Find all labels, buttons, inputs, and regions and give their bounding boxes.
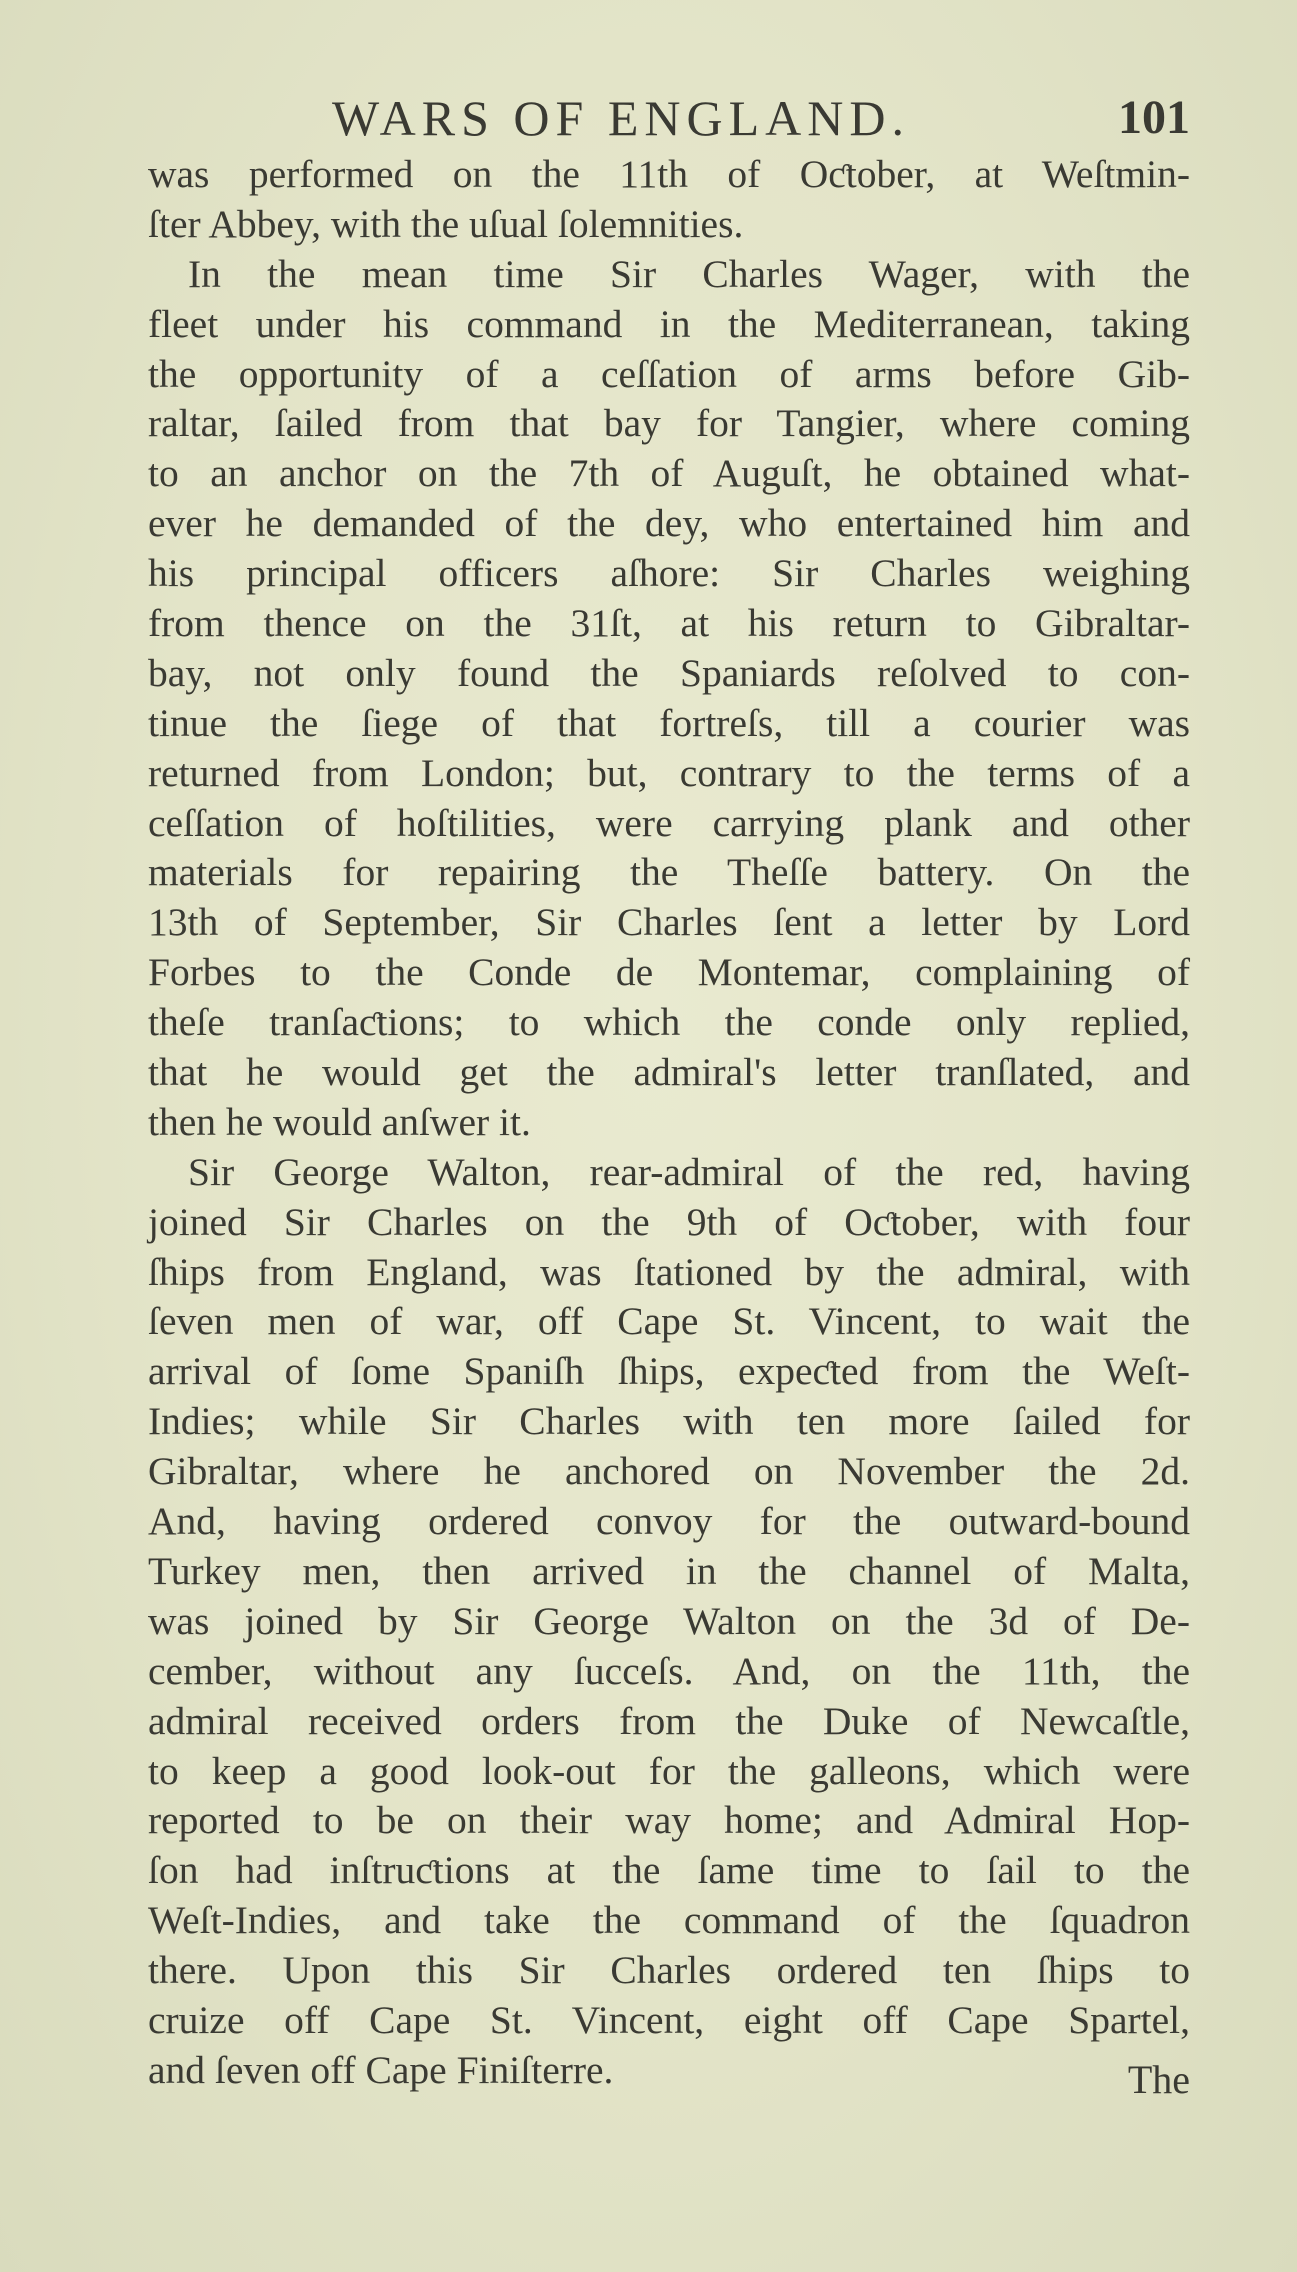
text-line: arrival of ſome Spaniſh ſhips, expeƈted from the Weſt- <box>148 1349 1190 1394</box>
text-line: ceſſation of hoſtilities, were carrying plank and other <box>148 800 1190 845</box>
text-line: his principal officers aſhore: Sir Charles weighing <box>148 551 1190 596</box>
text-line: Weſt-Indies, and take the command of the ſquadron <box>148 1898 1190 1943</box>
text-line: Turkey men, then arrived in the channel of Malta, <box>148 1548 1190 1593</box>
text-line: to an anchor on the 7th of Auguſt, he obtained what- <box>148 451 1190 496</box>
text-line: and ſeven off Cape Finiſterre. <box>148 2047 614 2092</box>
text-line: reported to be on their way home; and Admiral Hop- <box>148 1798 1190 1843</box>
text-line: tinue the ſiege of that fortreſs, till a courier was <box>148 700 1190 745</box>
text-line: cember, without any ſucceſs. And, on the 11th, the <box>148 1648 1190 1693</box>
text-line: admiral received orders from the Duke of Newcaſtle, <box>148 1698 1190 1743</box>
text-line: ſter Abbey, with the uſual ſolemnities. <box>148 201 744 246</box>
text-line: Gibraltar, where he anchored on November the 2d. <box>148 1449 1190 1494</box>
text-line: from thence on the 31ſt, at his return to Gibraltar- <box>148 601 1190 646</box>
text-line: fleet under his command in the Mediterranean, taking <box>148 301 1190 346</box>
text-line: In the mean time Sir Charles Wager, with the <box>188 251 1190 296</box>
text-line: cruize off Cape St. Vincent, eight off Cape Spartel, <box>148 1997 1190 2042</box>
text-line: ſhips from England, was ſtationed by the admiral, with <box>148 1249 1190 1294</box>
text-line: Sir George Walton, rear-admiral of the red, having <box>188 1149 1190 1194</box>
text-line: raltar, ſailed from that bay for Tangier, where coming <box>148 401 1190 446</box>
text-line: ſon had inſtruƈtions at the ſame time to ſail to the <box>148 1848 1190 1893</box>
text-line: And, having ordered convoy for the outward-bound <box>148 1499 1190 1544</box>
text-line: 13th of September, Sir Charles ſent a letter by Lord <box>148 900 1190 945</box>
text-line: returned from London; but, contrary to the terms of a <box>148 750 1190 795</box>
text-line: ſeven men of war, off Cape St. Vincent, to wait the <box>148 1299 1190 1344</box>
catchword: The <box>1127 2057 1190 2102</box>
page-header <box>148 88 1190 148</box>
text-line: materials for repairing the Theſſe battery. On the <box>148 850 1190 895</box>
text-line: there. Upon this Sir Charles ordered ten ſhips to <box>148 1948 1190 1993</box>
text-line: ever he demanded of the dey, who entertained him and <box>148 501 1190 546</box>
text-line: then he would anſwer it. <box>148 1099 531 1144</box>
text-line: the opportunity of a ceſſation of arms before Gib- <box>148 351 1190 396</box>
text-line: was performed on the 11th of Oƈtober, at Weſtmin- <box>148 152 1190 196</box>
text-line: that he would get the admiral's letter tranſlated, and <box>148 1050 1190 1095</box>
text-line: to keep a good look-out for the galleons, which were <box>148 1748 1190 1793</box>
text-line: bay, not only found the Spaniards reſolved to con- <box>148 650 1190 695</box>
text-line: theſe tranſaƈtions; to which the conde only replied, <box>148 1000 1190 1045</box>
running-title: WARS OF ENGLAND. <box>332 90 910 146</box>
text-line: Forbes to the Conde de Montemar, complaining of <box>148 950 1190 995</box>
text-line: Indies; while Sir Charles with ten more ſailed for <box>148 1399 1190 1444</box>
page-number: 101 <box>1118 91 1190 144</box>
text-line: joined Sir Charles on the 9th of Oƈtober, with four <box>148 1199 1190 1244</box>
text-line: was joined by Sir George Walton on the 3d of De- <box>148 1598 1190 1643</box>
body-text <box>148 150 1190 2096</box>
